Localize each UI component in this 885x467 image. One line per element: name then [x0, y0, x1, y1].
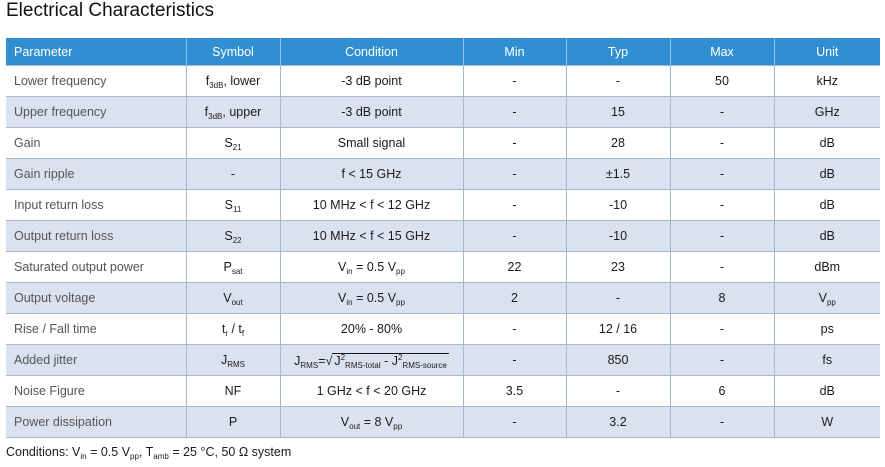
cell-parameter: Lower frequency	[6, 66, 186, 97]
cell-min: -	[463, 221, 566, 252]
table-row	[6, 159, 880, 190]
cell-symbol: $S_{21}$	[186, 128, 280, 159]
header-typ: Typ	[566, 38, 670, 66]
table-row	[6, 345, 880, 376]
cell-parameter: Output voltage	[6, 283, 186, 314]
cell-typ: 3.2	[566, 407, 670, 438]
cell-max: -	[670, 252, 774, 283]
cell-parameter: Noise Figure	[6, 376, 186, 407]
cell-max: -	[670, 345, 774, 376]
cell-symbol: NF	[186, 376, 280, 407]
cell-condition: 10 MHz < f < 15 GHz	[280, 221, 463, 252]
cell-unit: dB	[774, 128, 880, 159]
cell-typ: -10	[566, 221, 670, 252]
cell-typ: 15	[566, 97, 670, 128]
cell-symbol: $S_{11}$	[186, 190, 280, 221]
cell-condition: -3 dB point	[280, 97, 463, 128]
table-row	[6, 97, 880, 128]
header-symbol: Symbol	[186, 38, 280, 66]
cell-max: 8	[670, 283, 774, 314]
cell-min: 3.5	[463, 376, 566, 407]
cell-min: -	[463, 190, 566, 221]
page-title: Electrical Characteristics	[6, 0, 214, 21]
cell-min: -	[463, 66, 566, 97]
cell-min: -	[463, 159, 566, 190]
cell-parameter: Added jitter	[6, 345, 186, 376]
cell-min: -	[463, 97, 566, 128]
cell-symbol: $J_{RMS}$	[186, 345, 280, 376]
cell-condition: $V_{in} = 0.5$ $V_{pp}$	[280, 283, 463, 314]
table-row	[6, 407, 880, 438]
cell-symbol: -	[186, 159, 280, 190]
table-row	[6, 190, 880, 221]
conditions-footnote: Conditions: $V_{in} = 0.5$ $V_{pp}$, $T_{amb} = 25$ °C, 50 Ω system	[6, 445, 292, 461]
cell-unit: GHz	[774, 97, 880, 128]
cell-typ: 28	[566, 128, 670, 159]
cell-max: -	[670, 97, 774, 128]
cell-max: -	[670, 190, 774, 221]
cell-parameter: Gain ripple	[6, 159, 186, 190]
cell-condition: -3 dB point	[280, 66, 463, 97]
cell-symbol: $V_{out}$	[186, 283, 280, 314]
cell-min: -	[463, 407, 566, 438]
cell-min: -	[463, 345, 566, 376]
header-min: Min	[463, 38, 566, 66]
table-row	[6, 283, 880, 314]
cell-condition: $J_{RMS}=√$ $J^2_{RMS-total} - J^2_{RMS-source}$	[280, 345, 463, 376]
cell-unit: W	[774, 407, 880, 438]
table-row	[6, 376, 880, 407]
cell-min: 22	[463, 252, 566, 283]
cell-max: -	[670, 407, 774, 438]
cell-max: 6	[670, 376, 774, 407]
cell-typ: 850	[566, 345, 670, 376]
cell-symbol: $S_{22}$	[186, 221, 280, 252]
cell-parameter: Rise / Fall time	[6, 314, 186, 345]
cell-typ: -10	[566, 190, 670, 221]
cell-symbol: $f_{3dB}$, lower	[186, 66, 280, 97]
cell-parameter: Upper frequency	[6, 97, 186, 128]
cell-unit: dB	[774, 159, 880, 190]
header-parameter: Parameter	[6, 38, 186, 66]
cell-condition: $V_{out} = 8$ $V_{pp}$	[280, 407, 463, 438]
cell-condition: f < 15 GHz	[280, 159, 463, 190]
cell-unit: dBm	[774, 252, 880, 283]
cell-max: -	[670, 128, 774, 159]
header-max: Max	[670, 38, 774, 66]
cell-typ: ±1.5	[566, 159, 670, 190]
cell-unit: $V_{pp}$	[774, 283, 880, 314]
cell-unit: ps	[774, 314, 880, 345]
cell-parameter: Gain	[6, 128, 186, 159]
cell-unit: fs	[774, 345, 880, 376]
cell-parameter: Saturated output power	[6, 252, 186, 283]
cell-typ: -	[566, 376, 670, 407]
table-row	[6, 252, 880, 283]
cell-max: 50	[670, 66, 774, 97]
cell-max: -	[670, 314, 774, 345]
cell-min: -	[463, 128, 566, 159]
cell-max: -	[670, 159, 774, 190]
electrical-characteristics-table	[6, 38, 880, 438]
table-row	[6, 314, 880, 345]
table-row	[6, 66, 880, 97]
cell-unit: dB	[774, 190, 880, 221]
cell-unit: dB	[774, 376, 880, 407]
cell-condition: $V_{in} = 0.5$ $V_{pp}$	[280, 252, 463, 283]
cell-condition: 10 MHz < f < 12 GHz	[280, 190, 463, 221]
cell-symbol: P	[186, 407, 280, 438]
cell-min: -	[463, 314, 566, 345]
cell-symbol: $P_{sat}$	[186, 252, 280, 283]
cell-parameter: Input return loss	[6, 190, 186, 221]
cell-unit: kHz	[774, 66, 880, 97]
table-header-row	[6, 38, 880, 66]
cell-symbol: $t_r / t_f$	[186, 314, 280, 345]
cell-typ: 12 / 16	[566, 314, 670, 345]
header-unit: Unit	[774, 38, 880, 66]
cell-condition: 1 GHz < f < 20 GHz	[280, 376, 463, 407]
table-row	[6, 221, 880, 252]
cell-condition: Small signal	[280, 128, 463, 159]
cell-typ: -	[566, 66, 670, 97]
table-row	[6, 128, 880, 159]
cell-min: 2	[463, 283, 566, 314]
radical-expression: $J^2_{RMS-total} - J^2_{RMS-source}$	[334, 352, 447, 370]
cell-typ: -	[566, 283, 670, 314]
cell-parameter: Output return loss	[6, 221, 186, 252]
cell-unit: dB	[774, 221, 880, 252]
cell-parameter: Power dissipation	[6, 407, 186, 438]
header-condition: Condition	[280, 38, 463, 66]
cell-symbol: $f_{3dB}$, upper	[186, 97, 280, 128]
cell-max: -	[670, 221, 774, 252]
cell-typ: 23	[566, 252, 670, 283]
cell-condition: 20% - 80%	[280, 314, 463, 345]
